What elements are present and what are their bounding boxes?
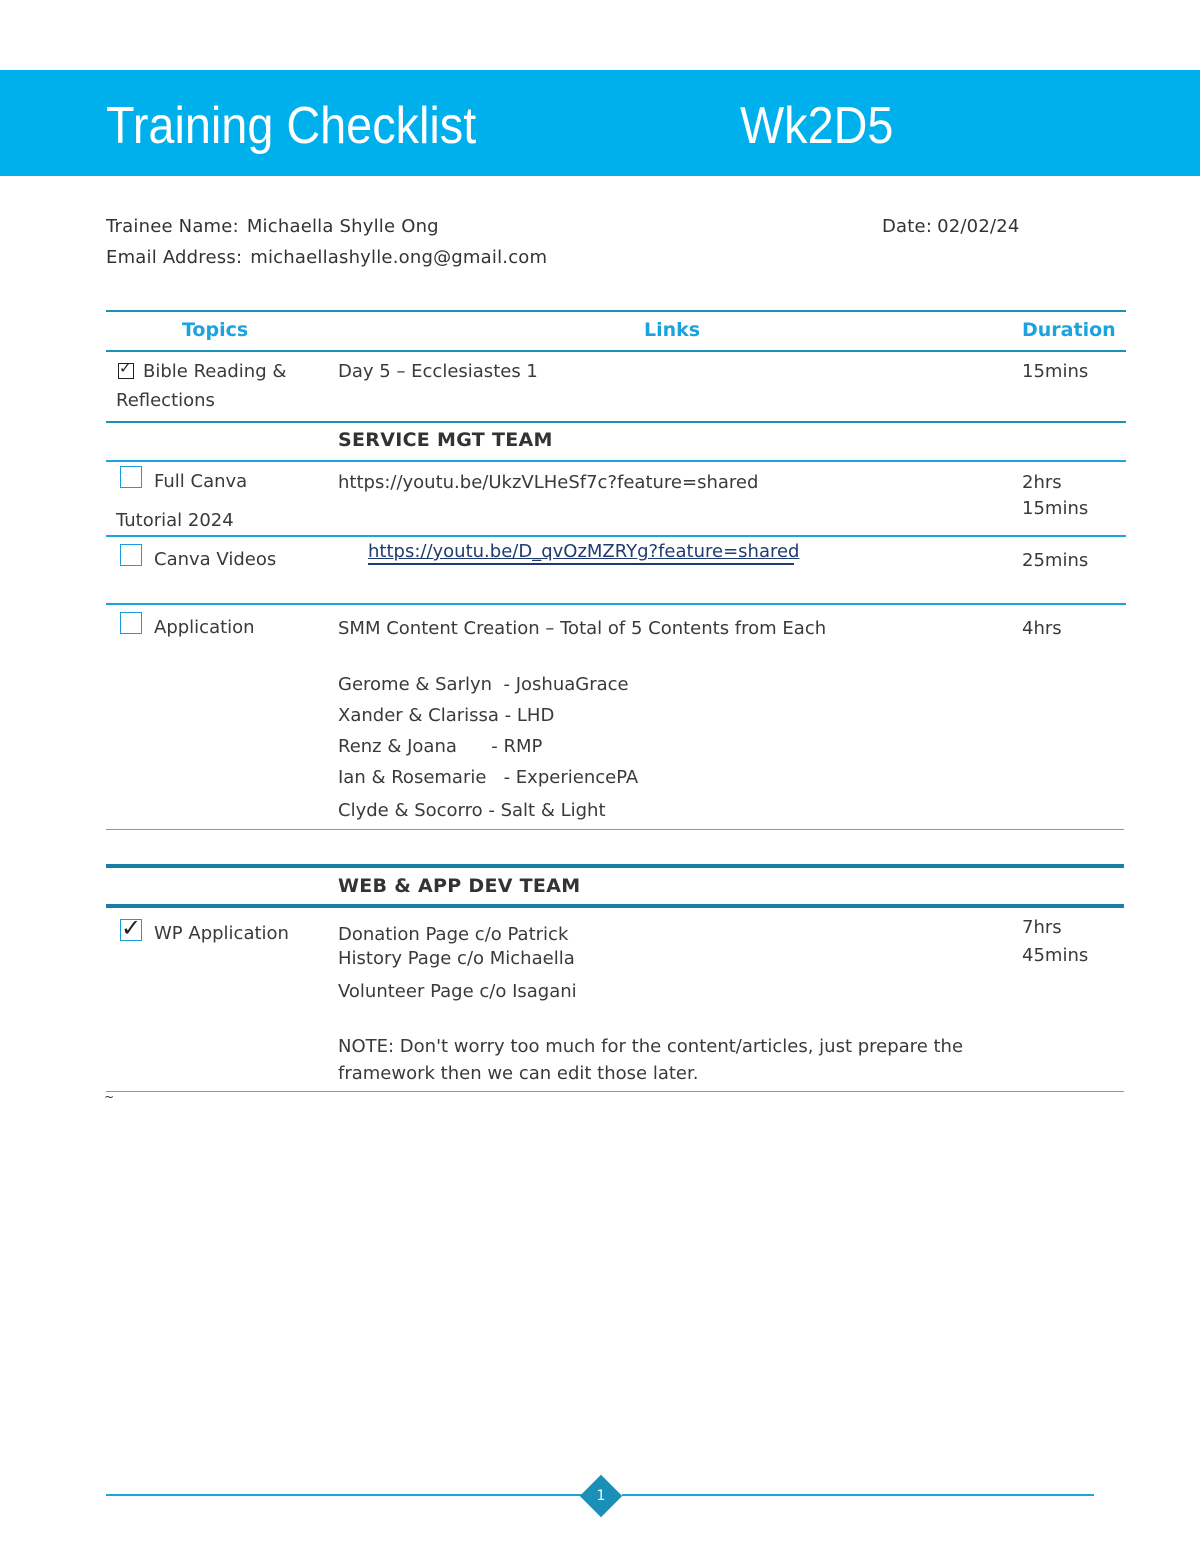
bible-topic-line2: Reflections: [116, 390, 215, 411]
application-topic: Application: [154, 617, 255, 638]
date-row: [882, 216, 1020, 237]
header-banner: [0, 70, 1200, 176]
full-canva-link[interactable]: https://youtu.be/UkzVLHeSf7c?feature=shared: [338, 472, 759, 493]
wp-duration-line2: 45mins: [1022, 945, 1089, 966]
trainee-name-value: Michaella Shylle Ong: [246, 216, 439, 237]
full-canva-duration-line1: 2hrs: [1022, 472, 1062, 493]
bible-topic-line1: Bible Reading &: [143, 361, 287, 382]
header-bottom-rule: [106, 350, 1126, 352]
trainee-name-row: [106, 216, 439, 237]
check-mark-icon: ✓: [121, 914, 142, 942]
wp-note-line2: framework then we can edit those later.: [338, 1063, 699, 1084]
full-canva-topic-line2: Tutorial 2024: [116, 510, 234, 531]
row-rule: [106, 603, 1126, 605]
email-value: michaellashylle.ong@gmail.com: [250, 247, 548, 268]
team-heading-webdev: WEB & APP DEV TEAM: [338, 875, 581, 897]
section-end-rule: [106, 829, 1124, 830]
wp-note-line1: NOTE: Don't worry too much for the content/articles, just prepare the: [338, 1036, 964, 1057]
header-links: Links: [644, 319, 701, 341]
email-row: [106, 247, 547, 268]
bible-duration: 15mins: [1022, 361, 1089, 382]
header-duration: Duration: [1022, 319, 1116, 341]
application-duration: 4hrs: [1022, 618, 1062, 639]
check-mark-icon: ✓: [119, 359, 132, 377]
page-title: Training Checklist: [106, 97, 477, 155]
bible-link: Day 5 – Ecclesiastes 1: [338, 361, 538, 382]
wp-page-item: Donation Page c/o Patrick: [338, 924, 569, 945]
application-pair: Ian & Rosemarie - ExperiencePA: [338, 767, 639, 788]
application-pair: Xander & Clarissa - LHD: [338, 705, 555, 726]
email-label: Email Address:: [106, 247, 243, 268]
application-link: SMM Content Creation – Total of 5 Contents from Each: [338, 618, 827, 639]
section-header-rule: [106, 904, 1124, 908]
row-rule: [106, 421, 1126, 423]
date-value: 02/02/24: [937, 216, 1020, 237]
full-canva-topic-line1: Full Canva: [154, 471, 248, 492]
page-number: 1: [596, 1488, 606, 1504]
canva-videos-link[interactable]: https://youtu.be/D_qvOzMZRYg?feature=shared: [368, 541, 800, 562]
stray-mark: ~: [104, 1090, 115, 1104]
trainee-name-label: Trainee Name:: [106, 216, 239, 237]
footer-line-left: [106, 1494, 582, 1496]
application-pair: Renz & Joana - RMP: [338, 736, 543, 757]
day-code: Wk2D5: [740, 97, 894, 155]
team-heading-service: SERVICE MGT TEAM: [338, 429, 553, 451]
row-rule: [106, 460, 1126, 462]
bible-checkbox[interactable]: [118, 359, 134, 379]
canva-videos-duration: 25mins: [1022, 550, 1089, 571]
application-pair: Gerome & Sarlyn - JoshuaGrace: [338, 674, 629, 695]
wp-application-checkbox[interactable]: [120, 914, 142, 942]
section-top-rule: [106, 864, 1124, 868]
table-bottom-rule: [106, 1091, 1124, 1092]
footer-line-right: [622, 1494, 1094, 1496]
application-checkbox[interactable]: [120, 612, 142, 634]
wp-application-topic: WP Application: [154, 923, 289, 944]
canva-videos-topic: Canva Videos: [154, 549, 277, 570]
full-canva-duration-line2: 15mins: [1022, 498, 1089, 519]
header-topics: Topics: [182, 319, 249, 341]
canva-videos-checkbox[interactable]: [120, 544, 142, 566]
full-canva-checkbox[interactable]: [120, 466, 142, 488]
wp-page-item: Volunteer Page c/o Isagani: [338, 981, 577, 1002]
link-underline: [368, 563, 794, 565]
wp-page-item: History Page c/o Michaella: [338, 948, 575, 969]
wp-duration-line1: 7hrs: [1022, 917, 1062, 938]
application-pair: Clyde & Socorro - Salt & Light: [338, 800, 606, 821]
date-label: Date:: [882, 216, 933, 237]
table-top-rule: [106, 310, 1126, 312]
row-rule: [106, 535, 1126, 537]
